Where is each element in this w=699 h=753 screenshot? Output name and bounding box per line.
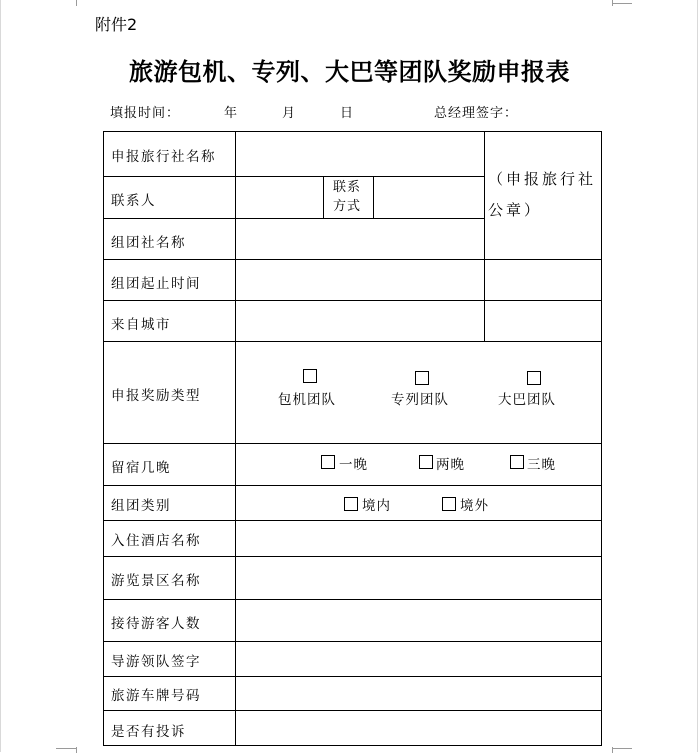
reward-special-train-label: 专列团队 xyxy=(391,392,449,408)
complaint-label: 是否有投诉 xyxy=(111,724,186,740)
category-domestic-checkbox[interactable] xyxy=(344,497,358,511)
group-category-label: 组团类别 xyxy=(111,498,171,514)
organizing-agency-field[interactable] xyxy=(236,219,484,259)
attachment-label: 附件2 xyxy=(95,15,138,34)
reward-type-label: 申报奖励类型 xyxy=(111,388,201,404)
fill-date-day: 日 xyxy=(340,106,355,121)
nights-one-label: 一晚 xyxy=(339,457,368,473)
page-title: 旅游包机、专列、大巴等团队奖励申报表 xyxy=(129,58,570,86)
contact-person-field[interactable] xyxy=(236,177,323,218)
fill-date-label: 填报时间： xyxy=(110,106,181,121)
category-domestic-label: 境内 xyxy=(362,498,391,514)
gm-signature-label: 总经理签字： xyxy=(434,106,519,121)
visitor-count-field[interactable] xyxy=(236,600,601,641)
reward-charter-flight-checkbox[interactable] xyxy=(303,369,317,383)
agency-seal-placeholder: （申报旅行社公章） xyxy=(488,170,597,219)
bus-plate-field[interactable] xyxy=(236,677,601,710)
hotel-label: 入住酒店名称 xyxy=(111,533,201,549)
nights-three-label: 三晚 xyxy=(527,457,556,473)
guide-signature-field[interactable] xyxy=(236,642,601,676)
tour-period-label: 组团起止时间 xyxy=(111,276,201,292)
contact-method-label-line1: 联系 xyxy=(333,180,362,195)
nights-two-checkbox[interactable] xyxy=(419,455,433,469)
fill-date-month: 月 xyxy=(282,106,297,121)
category-overseas-checkbox[interactable] xyxy=(442,497,456,511)
hotel-field[interactable] xyxy=(236,521,601,556)
nights-label: 留宿几晚 xyxy=(111,460,171,476)
scenic-spot-label: 游览景区名称 xyxy=(111,573,201,589)
reward-special-train-checkbox[interactable] xyxy=(415,371,429,385)
visitor-count-label: 接待游客人数 xyxy=(111,616,201,632)
reward-bus-checkbox[interactable] xyxy=(527,371,541,385)
category-overseas-label: 境外 xyxy=(460,498,489,514)
nights-three-checkbox[interactable] xyxy=(510,455,524,469)
nights-two-label: 两晚 xyxy=(436,457,465,473)
applicant-agency-label: 申报旅行社名称 xyxy=(111,149,216,165)
reward-bus-label: 大巴团队 xyxy=(498,392,556,408)
organizing-agency-label: 组团社名称 xyxy=(111,235,186,251)
origin-city-field[interactable] xyxy=(236,301,484,341)
fill-date-year: 年 xyxy=(224,106,239,121)
nights-one-checkbox[interactable] xyxy=(321,455,335,469)
scenic-spot-field[interactable] xyxy=(236,557,601,599)
contact-method-label-line2: 方式 xyxy=(333,199,362,214)
reward-charter-flight-label: 包机团队 xyxy=(278,392,336,408)
guide-signature-label: 导游领队签字 xyxy=(111,654,201,670)
applicant-agency-field[interactable] xyxy=(236,132,484,176)
bus-plate-label: 旅游车牌号码 xyxy=(111,688,201,704)
origin-city-label: 来自城市 xyxy=(111,317,171,333)
contact-method-field[interactable] xyxy=(374,177,484,218)
complaint-field[interactable] xyxy=(236,711,601,745)
contact-person-label: 联系人 xyxy=(111,193,156,209)
tour-period-field[interactable] xyxy=(236,260,484,300)
